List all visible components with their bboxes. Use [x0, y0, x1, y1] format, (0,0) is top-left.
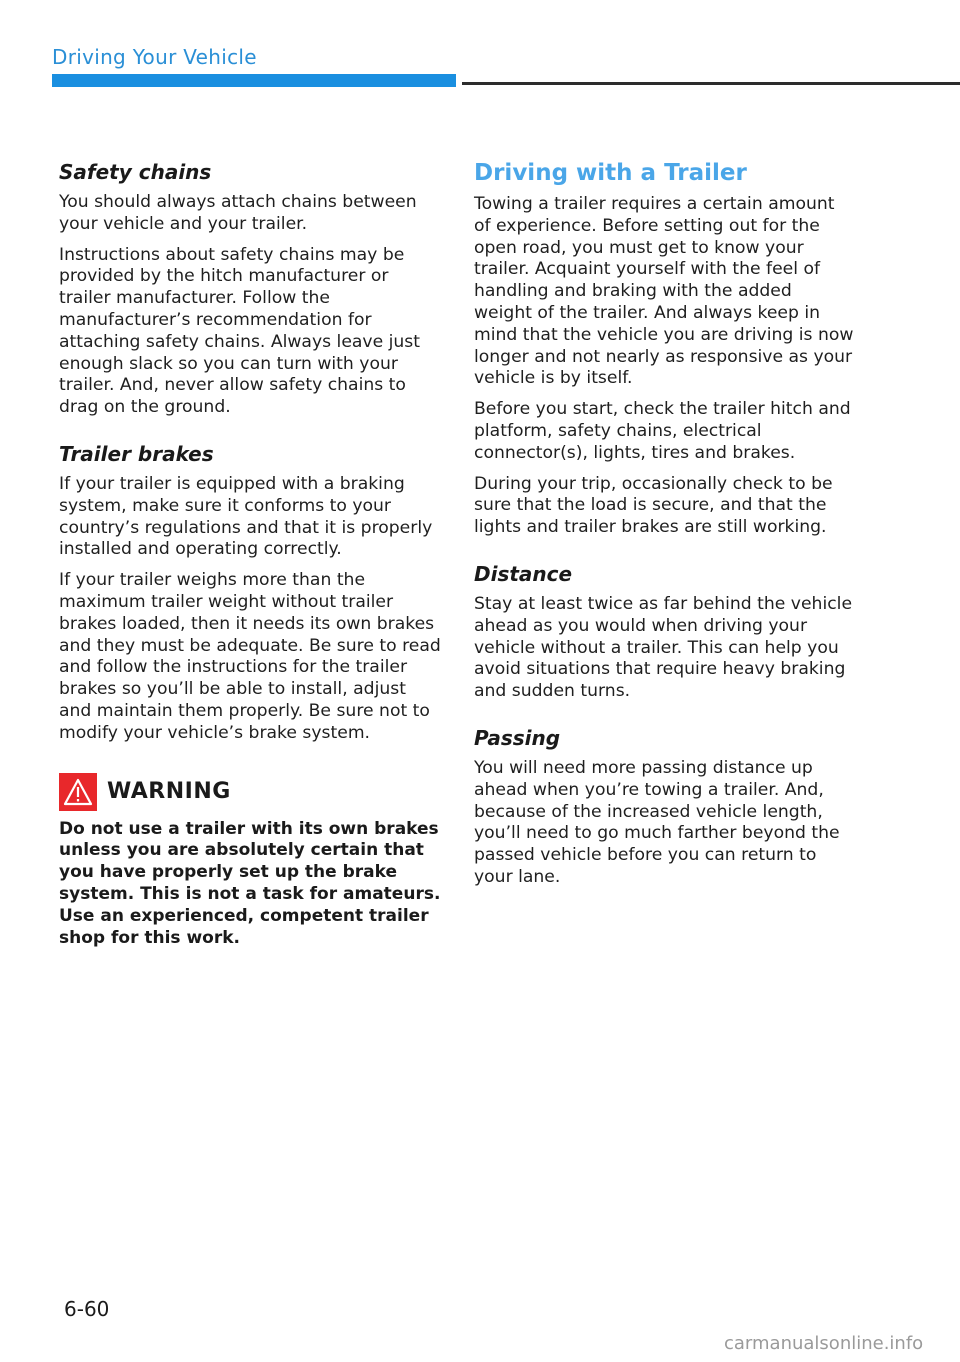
warning-box — [59, 773, 441, 950]
watermark-link[interactable]: carmanualsonline.info — [724, 1333, 924, 1354]
trailer-brakes-heading: Trailer brakes — [59, 441, 214, 466]
passing-paragraph: You will need more passing distance up ahead when you’re towing a trailer. And, because of the increased vehicle length, you’ll need to go much farther beyond the passed vehicle before you can return to your lane. — [474, 757, 840, 887]
header-accent-bar — [52, 74, 456, 87]
header-divider — [462, 82, 960, 85]
safety-chains-heading: Safety chains — [59, 160, 212, 184]
warning-text: Do not use a trailer with its own brakes unless you are absolutely certain that you have properly set up the brake system. This is not a task for amateurs. Use an experienced, competent trailer shop for this work. — [59, 818, 441, 948]
driving-with-trailer-paragraph-2: Before you start, check the trailer hitch and platform, safety chains, electrical connector(s), lights, tires and brakes. — [474, 399, 851, 463]
left-column — [59, 160, 441, 949]
warning-title: WARNING — [107, 779, 231, 805]
trailer-brakes-paragraph-2: If your trailer weighs more than the maximum trailer weight without trailer brakes loaded, then it needs its own brakes and they must be adequate. Be sure to read and follow the instructions for the trailer brakes so you’ll be able to install, adjust and maintain them properly. Be sure not to modify your vehicle’s brake system. — [59, 570, 441, 743]
section-title: Driving Your Vehicle — [52, 45, 257, 69]
safety-chains-paragraph-2: Instructions about safety chains may be provided by the hitch manufacturer or trailer manufacturer. Follow the manufacturer’s recommendation for attaching safety chains. Always leave just enough slack so you can turn with your trailer. And, never allow safety chains to drag on the ground. — [59, 244, 421, 418]
driving-with-trailer-heading: Driving with a Trailer — [474, 160, 747, 186]
distance-heading: Distance — [474, 561, 573, 586]
passing-heading: Passing — [474, 725, 561, 750]
page-number: 6-60 — [64, 1297, 110, 1321]
driving-with-trailer-paragraph-1: Towing a trailer requires a certain amount of experience. Before setting out for the open road, you must get to know your trailer. Acquaint yourself with the feel of handling and braking with the added weight of the trailer. And always keep in mind that the vehicle you are driving is now longer and not nearly as responsive as your vehicle is by itself. — [474, 194, 854, 389]
right-column — [474, 160, 854, 898]
warning-triangle-icon — [59, 773, 97, 811]
driving-with-trailer-paragraph-3: During your trip, occasionally check to be sure that the load is secure, and that the lights and trailer brakes are still working. — [474, 473, 833, 538]
distance-paragraph: Stay at least twice as far behind the vehicle ahead as you would when driving your vehicle without a trailer. This can help you avoid situations that require heavy braking and sudden turns. — [474, 593, 853, 702]
trailer-brakes-paragraph-1: If your trailer is equipped with a braking system, make sure it conforms to your country’s regulations and that it is properly installed and operating correctly. — [59, 473, 433, 560]
safety-chains-paragraph-1: You should always attach chains between your vehicle and your trailer. — [59, 192, 417, 234]
